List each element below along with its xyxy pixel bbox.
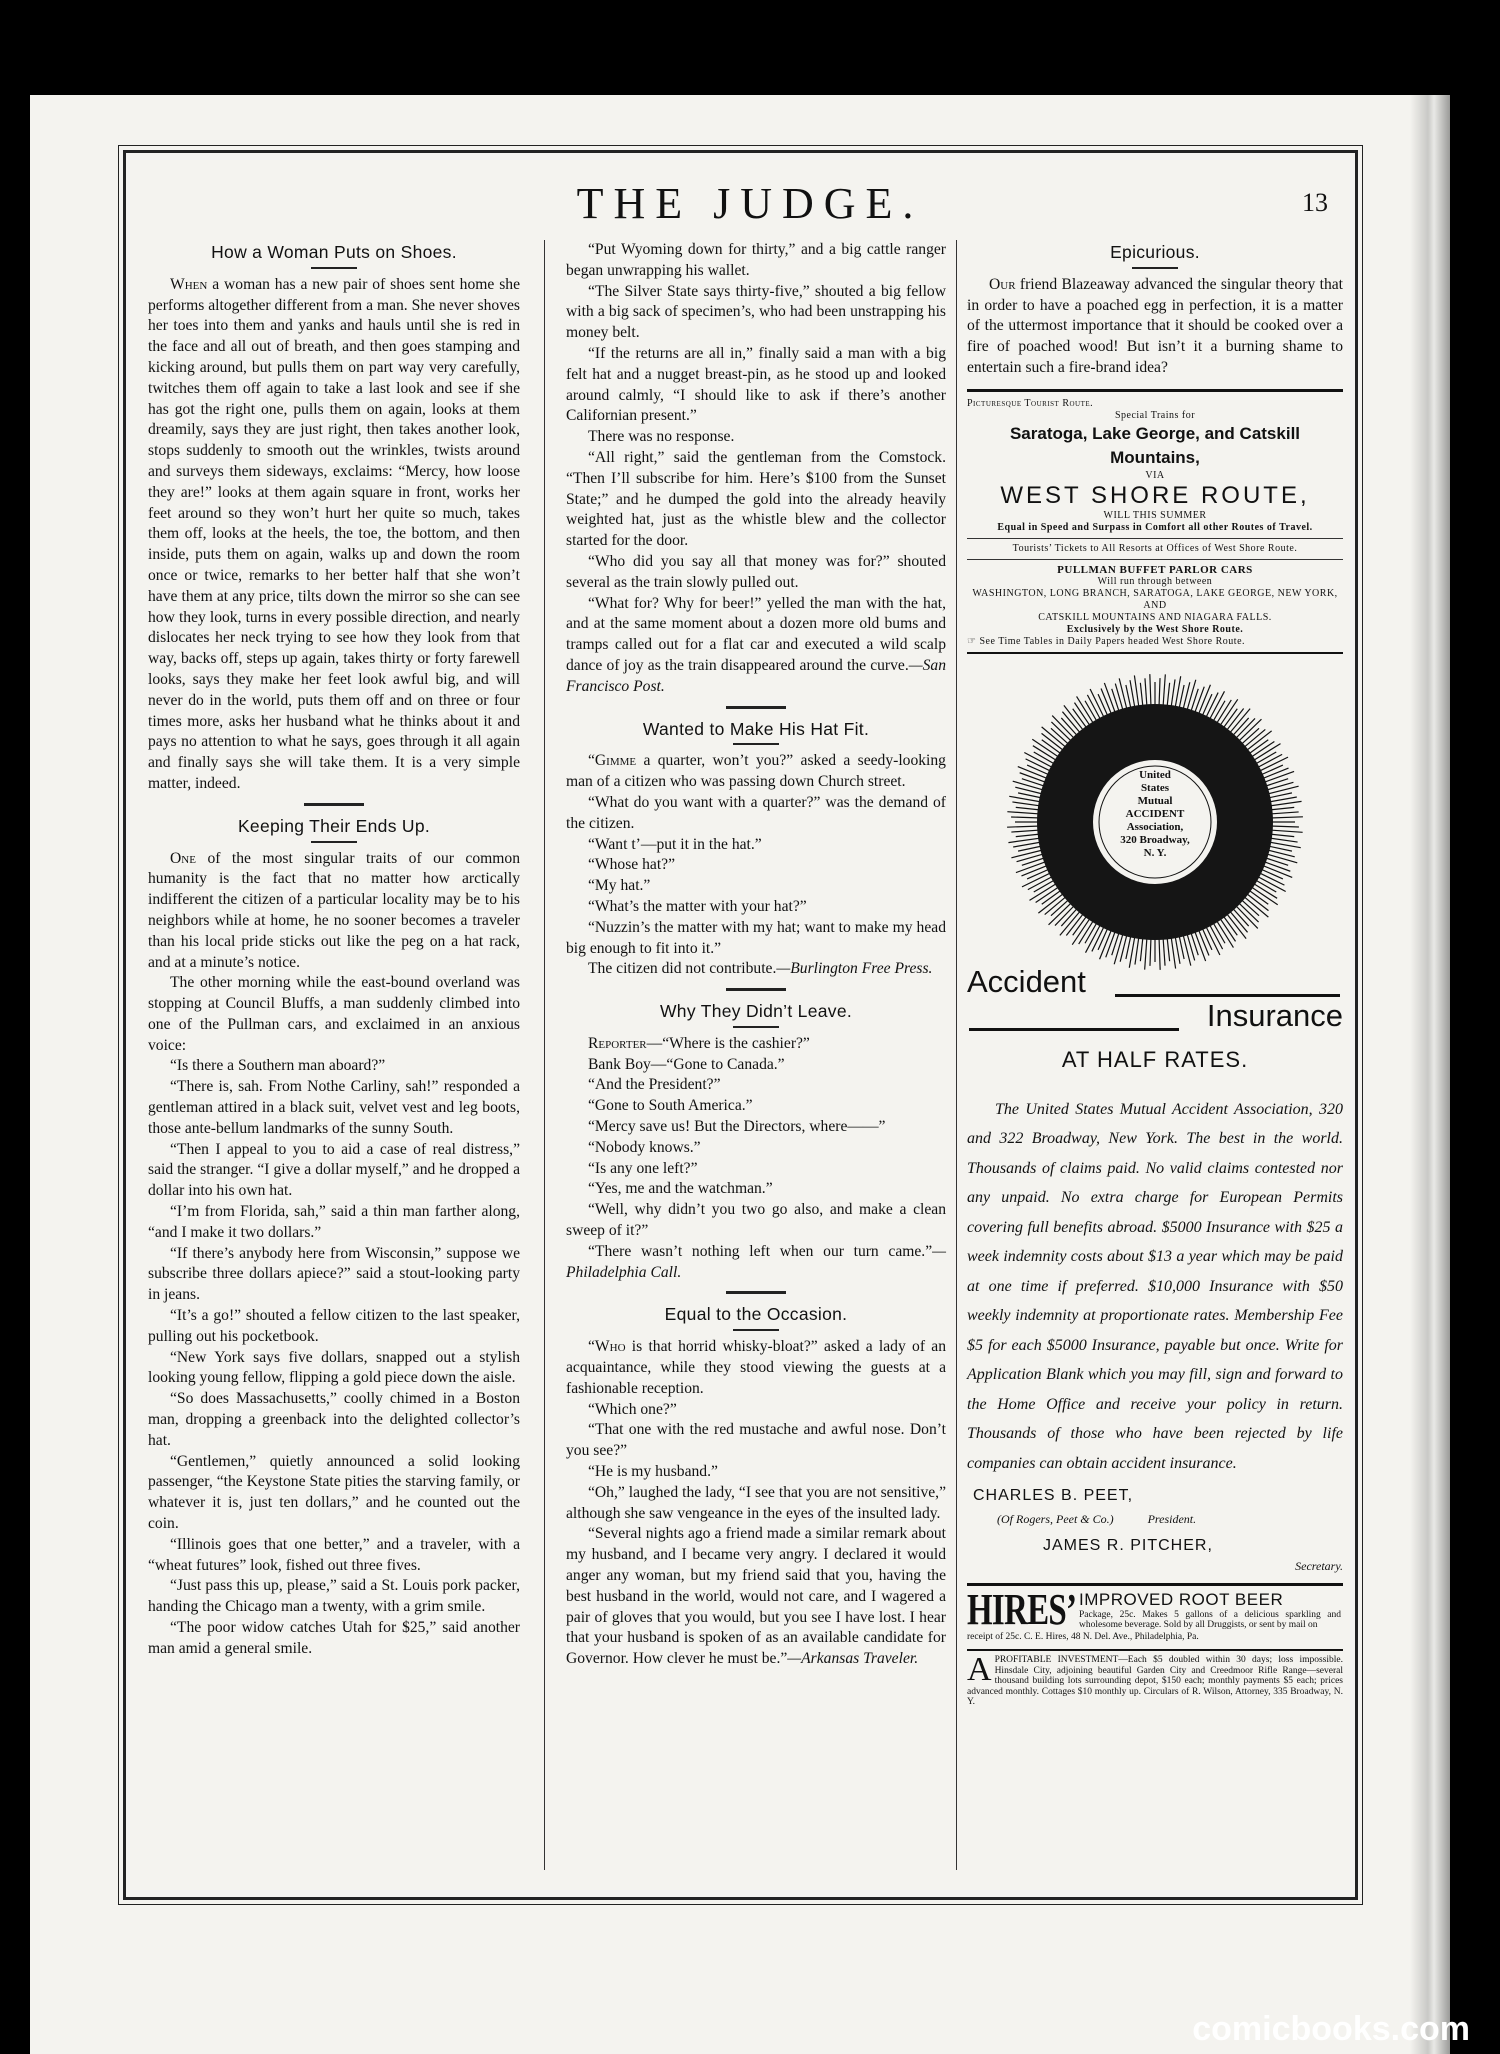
article-paragraph: Bank Boy—“Gone to Canada.” xyxy=(588,1055,785,1073)
half-rates-subtitle: AT HALF RATES. xyxy=(1061,1046,1249,1072)
heading-rule xyxy=(1132,267,1178,269)
article-paragraph: “And the President?” xyxy=(588,1076,721,1094)
emblem-line: Mutual xyxy=(1137,794,1173,807)
article-text: “What for? Why for beer!” yelled the man with the hat, and at the same moment about a dozen more old bums and tramps called out for a flat car and executed a wild scalp dance of joy as the train disappeared around the curve. xyxy=(566,594,946,674)
accident-insurance-title xyxy=(967,963,1343,1034)
column-2 xyxy=(566,240,946,1670)
article-paragraph: “If the returns are all in,” finally said a man with a big felt hat and a nugget breast-pin, as he stood up and looked around calmly, “I should like to ask if there’s another Californian present.” xyxy=(566,344,946,425)
title-rule xyxy=(1115,994,1340,997)
masthead-title: THE JUDGE. xyxy=(576,179,924,228)
article-text: —“Where is the cashier?” xyxy=(646,1034,810,1052)
ad-route-name: WEST SHORE ROUTE, xyxy=(1000,481,1310,509)
article-separator xyxy=(726,1291,786,1294)
page-binding-edge xyxy=(1410,95,1450,2054)
investment-ad xyxy=(967,1649,1343,1708)
article-paragraph: “What do you want with a quarter?” was the demand of the citizen. xyxy=(566,793,946,832)
article-paragraph: “Which one?” xyxy=(588,1400,677,1418)
president-company: (Of Rogers, Peet & Co.) xyxy=(997,1511,1114,1526)
article-text: “Several nights ago a friend made a similar remark about my husband, and I became very angry. I declared it would anger any woman, but my friend said that you, having the best husband in the world, would not care, and I wagered a pair of gloves that you would, but you see I have lost. I hear that your husband is spoken of as an available candidate for Governor. How clever he must be.” xyxy=(566,1525,946,1668)
ad-divider xyxy=(967,538,1343,539)
article-paragraph xyxy=(566,1524,946,1670)
article-paragraph: “Gentlemen,” quietly announced a solid looking passenger, “the Keystone State pities the starving family, or whatever it is, just ten dollars,” and he counted out the coin. xyxy=(148,1452,520,1533)
hires-title: IMPROVED ROOT BEER xyxy=(1079,1590,1284,1610)
article-byline: —Philadelphia Call. xyxy=(566,1242,946,1281)
president-title: President. xyxy=(1147,1511,1197,1526)
president-name: CHARLES B. PEET, xyxy=(973,1487,1134,1505)
article-paragraph xyxy=(566,751,946,793)
ad-summer: WILL THIS SUMMER xyxy=(1103,509,1207,521)
ad-special-trains: Special Trains for xyxy=(1114,409,1196,421)
article-paragraph: “All right,” said the gentleman from the Comstock. “Then I’ll subscribe for him. Here’s $100 from the Sunset State;” and he dumped the gold into the already heavily weighted hat, just as the whistle blew and the collector started for the door. xyxy=(566,448,946,550)
accident-ad-body: The United States Mutual Accident Association, 320 and 322 Broadway, New York. The best in the world. Thousands of claims paid. No valid claims contested nor any unpaid. No extra charge for European Permits covering full benefits abroad. $5000 Insurance with $25 a week indemnity costs about $13 a year which may be paid at one time if preferred. $10,000 Insurance with $50 weekly indemnity at proportionate rates. Membership Fee $5 for each $5000 Insurance, payable but once. Write for Application Blank which you may fill, sign and forward to the Home Office and receive your policy in return. Thousands of those who have been rejected by life companies can obtain accident insurance. xyxy=(967,1100,1343,1472)
article-body xyxy=(967,275,1343,379)
article-text: a woman has a new pair of shoes sent home she performs altogether different from a man. She never shoves her toes into them and yanks and hauls until she is red in the face and all out of breath, and then goes stamping and kicking around, but pulls them on part way very carefully, twitches them off again to take a last look and see if she has got the right one, pulls them on again, looks at them dreamily, says they are just right, then takes another look, stops suddenly to smooth out the wrinkles, twists around and surveys them sideways, exclaims: “Mercy, how loose they are!” looks at them again square in front, works her feet around so they won’t hurt her quite so much, takes them off, looks at the heels, the toe, the bottom, and then inside, puts them on again, walks up and down the room once or twice, remarks to her better half that she won’t have them at any price, tilts down the mirror so she can see how they look, turns in every possible direction, and nearly dislocates her neck trying to see how they look from that way, backs off, steps up again, takes thirty or forty farewell looks, says they make her feet look awful big, and will never do in the world, puts them off and on three or four times more, asks her husband what he thinks about it and pays no attention to what he says, goes through it all again and finally says she will take them. It is a very simple matter, indeed. xyxy=(148,275,520,792)
hires-receipt: receipt of 25c. C. E. Hires, 48 N. Del. Ave., Philadelphia, Pa. xyxy=(967,1632,1199,1643)
heading-rule xyxy=(733,1026,779,1028)
hires-text: Package, 25c. Makes 5 gallons of a delicious sparkling and wholesome beverage. Sold by all Druggists, or sent by mail on xyxy=(1079,1610,1341,1631)
article-paragraph: “Oh,” laughed the lady, “I see that you are not sensitive,” although she saw vengeance in the eyes of the insulted lady. xyxy=(566,1483,946,1522)
ad-pullman: PULLMAN BUFFET PARLOR CARS xyxy=(1057,563,1253,576)
article-paragraph: The other morning while the east-bound overland was stopping at Council Bluffs, a man suddenly climbed into one of the Pullman cars, and exclaimed in an anxious voice: xyxy=(148,974,520,1054)
emblem-line: Association, xyxy=(1126,820,1184,833)
article-paragraph: “I’m from Florida, sah,” said a thin man farther along, “and I make it two dollars.” xyxy=(148,1203,520,1241)
article-paragraph: “Illinois goes that one better,” and a traveler, with a “wheat futures” look, fished out three fives. xyxy=(148,1535,520,1574)
ad-destinations: Saratoga, Lake George, and Catskill Mountains, xyxy=(1009,423,1301,467)
heading-rule xyxy=(311,841,357,843)
article-paragraph: “There is, sah. From Nothe Carliny, sah!” responded a gentleman attired in a black suit, velvet vest and leg boots, those ante-bellum landmarks of the sunny South. xyxy=(148,1078,520,1137)
article-text: friend Blazeaway advanced the singular theory that in order to have a poached egg in perfection, it is a matter of the uttermost importance that it should be cooked over a fire of poached wood! But isn’t it a burning shame to entertain such a fire-brand idea? xyxy=(967,275,1344,376)
article-paragraph xyxy=(566,959,946,980)
lead-word: When xyxy=(170,275,208,293)
secretary-name: JAMES R. PITCHER, xyxy=(1043,1536,1213,1554)
article-paragraph xyxy=(566,594,946,698)
article-separator xyxy=(304,803,364,806)
article-paragraph xyxy=(566,1337,946,1399)
article-paragraph: “Nuzzin’s the matter with my hat; want to make my head big enough to fit into it.” xyxy=(566,918,946,957)
secretary-signature xyxy=(967,1536,1343,1557)
article-heading: Why They Didn’t Leave. xyxy=(659,1001,853,1022)
emblem-line: United xyxy=(1139,768,1171,781)
article-paragraph xyxy=(566,1242,946,1284)
hires-brand: HIRES’ xyxy=(967,1585,1077,1635)
article-paragraph: “My hat.” xyxy=(588,877,651,895)
article-paragraph: “The poor widow catches Utah for $25,” said another man amid a general smile. xyxy=(148,1619,520,1657)
ad-timetables: ☞ See Time Tables in Daily Papers headed West Shore Route. xyxy=(967,635,1246,647)
article-paragraph: “Who did you say all that money was for?” shouted several as the train slowly pulled out. xyxy=(566,552,946,591)
ad-exclusive: Exclusively by the West Shore Route. xyxy=(1066,623,1244,635)
article-paragraph: “New York says five dollars, snapped out a stylish looking young fellow, flipping a gold piece down the aisle. xyxy=(148,1348,520,1387)
article-text: is that horrid whisky-bloat?” asked a lady of an acquaintance, while they stood viewing the guests at a fashionable reception. xyxy=(566,1338,946,1397)
ad-via: VIA xyxy=(1145,469,1165,481)
article-paragraph: “Is there a Southern man aboard?” xyxy=(170,1057,386,1075)
article-heading: Equal to the Occasion. xyxy=(664,1304,848,1325)
ad-kicker: Picturesque Tourist Route. xyxy=(967,397,1094,409)
article-text: “There wasn’t nothing left when our turn came.” xyxy=(588,1242,933,1260)
article-paragraph: “The Silver State says thirty-five,” shouted a big fellow with a big sack of specimen’s, who had been unstrapping his money belt. xyxy=(566,282,946,342)
article-heading: Keeping Their Ends Up. xyxy=(237,815,431,836)
accident-association-emblem xyxy=(967,672,1343,972)
lead-word: Our xyxy=(989,275,1016,293)
article-paragraph: “Is any one left?” xyxy=(588,1159,698,1177)
site-watermark: comicbooks.com xyxy=(1192,2010,1470,2048)
column-rule xyxy=(544,240,545,1870)
heading-rule xyxy=(311,267,357,269)
article-byline: —Arkansas Traveler. xyxy=(787,1650,919,1668)
article-heading: Epicurious. xyxy=(1110,242,1200,262)
president-signature xyxy=(967,1486,1343,1507)
article-paragraph: “Nobody knows.” xyxy=(588,1138,701,1156)
lead-word: “Who xyxy=(588,1338,626,1356)
article-paragraph xyxy=(148,849,520,974)
accident-word: Accident xyxy=(967,963,1086,999)
ad-run-through: Will run through between xyxy=(1097,575,1213,587)
column-1 xyxy=(148,240,520,1660)
article-paragraph: “Put Wyoming down for thirty,” and a big cattle ranger began unwrapping his wallet. xyxy=(566,241,946,279)
ad-equal-speed: Equal in Speed and Surpass in Comfort all other Routes of Travel. xyxy=(997,521,1313,533)
article-byline: —San Francisco Post. xyxy=(566,656,946,695)
article-text: The citizen did not contribute. xyxy=(588,960,777,978)
article-paragraph: “So does Massachusetts,” coolly chimed in a Boston man, dropping a greenback into the delighted collector’s hat. xyxy=(148,1390,520,1449)
ad-catskill: CATSKILL MOUNTAINS AND NIAGARA FALLS. xyxy=(1038,611,1272,623)
emblem-line: 320 Broadway, xyxy=(1120,833,1190,846)
ad-cities: WASHINGTON, LONG BRANCH, SARATOGA, LAKE GEORGE, NEW YORK, xyxy=(972,587,1338,599)
lead-word: One xyxy=(170,849,196,867)
drop-cap: A xyxy=(967,1651,992,1689)
article-separator xyxy=(726,706,786,709)
emblem-line: N. Y. xyxy=(1143,846,1167,859)
article-paragraph: “Whose hat?” xyxy=(588,856,676,874)
article-paragraph: “That one with the red mustache and awful nose. Don’t you see?” xyxy=(566,1421,946,1460)
emblem-line: ACCIDENT xyxy=(1125,807,1185,820)
heading-rule xyxy=(733,1329,779,1331)
article-text: of the most singular traits of our common humanity is the fact that no matter how arctically indifferent the citizen of a particular locality may be to his neighbors while at home, he no sooner becomes a traveler than his local pride sticks out like the peg on a hat rack, and at a minute’s notice. xyxy=(148,849,521,971)
lead-word: “Gimme xyxy=(588,752,637,770)
secretary-role xyxy=(967,1556,1343,1577)
article-paragraph: “It’s a go!” shouted a fellow citizen to the last speaker, pulling out his pocketbook. xyxy=(148,1307,520,1345)
hires-root-beer-ad xyxy=(967,1583,1343,1643)
heading-rule xyxy=(733,743,779,745)
article-paragraph xyxy=(566,1034,946,1055)
article-byline: —Burlington Free Press. xyxy=(776,960,933,978)
article-paragraph: There was no response. xyxy=(588,428,735,446)
article-text: a quarter, won’t you?” asked a seedy-looking man of a citizen who was passing down Church street. xyxy=(566,752,946,791)
president-affiliation xyxy=(967,1509,1343,1530)
article-paragraph: “Well, why didn’t you two go also, and make a clean sweep of it?” xyxy=(566,1201,946,1240)
article-heading: Wanted to Make His Hat Fit. xyxy=(642,718,870,739)
ad-tickets: Tourists’ Tickets to All Resorts at Offices of West Shore Route. xyxy=(1012,542,1298,554)
investment-text: PROFITABLE INVESTMENT—Each $5 doubled within 30 days; loss impossible. Hinsdale City, adjoining beautiful Garden City and Creedmoor Rifle Range—several thousand building lots surrounding depot, $150 each; monthly payments $5 each; prices advanced monthly. Cottages $10 monthly up. Circulars of R. Wilson, Attorney, 335 Broadway, N. Y. xyxy=(967,1655,1343,1708)
ad-and: AND xyxy=(1143,599,1167,611)
article-paragraph: “Want t’—put it in the hat.” xyxy=(588,835,762,853)
article-paragraph: “If there’s anybody here from Wisconsin,” suppose we subscribe three dollars apiece?” said a stout-looking party in jeans. xyxy=(148,1244,520,1304)
emblem-line: States xyxy=(1140,781,1170,794)
article-paragraph: “Gone to South America.” xyxy=(588,1097,753,1115)
column-rule xyxy=(956,240,957,1870)
article-heading: How a Woman Puts on Shoes. xyxy=(211,242,457,262)
article-separator xyxy=(726,988,786,991)
west-shore-route-ad xyxy=(967,389,1343,654)
lead-word: Reporter xyxy=(588,1034,647,1052)
article-paragraph: “Then I appeal to you to aid a case of real distress,” said the stranger. “I give a dollar myself,” and he dropped a dollar into his own hat. xyxy=(148,1140,520,1200)
article-body xyxy=(148,275,520,795)
ad-divider xyxy=(967,559,1343,560)
article-paragraph: “He is my husband.” xyxy=(588,1463,718,1481)
article-paragraph: “What’s the matter with your hat?” xyxy=(588,897,807,915)
emblem-label xyxy=(1107,769,1203,860)
column-3 xyxy=(967,240,1343,1708)
title-rule xyxy=(969,1028,1179,1031)
insurance-word: Insurance xyxy=(1206,997,1343,1033)
page-number: 13 xyxy=(1302,188,1328,217)
article-paragraph: “Mercy save us! But the Directors, where——” xyxy=(588,1118,886,1136)
secretary-title: Secretary. xyxy=(1295,1559,1343,1574)
article-paragraph: “Yes, me and the watchman.” xyxy=(588,1180,773,1198)
article-paragraph: “Just pass this up, please,” said a St. Louis pork packer, handing the Chicago man a twenty, with a grim smile. xyxy=(148,1577,520,1616)
